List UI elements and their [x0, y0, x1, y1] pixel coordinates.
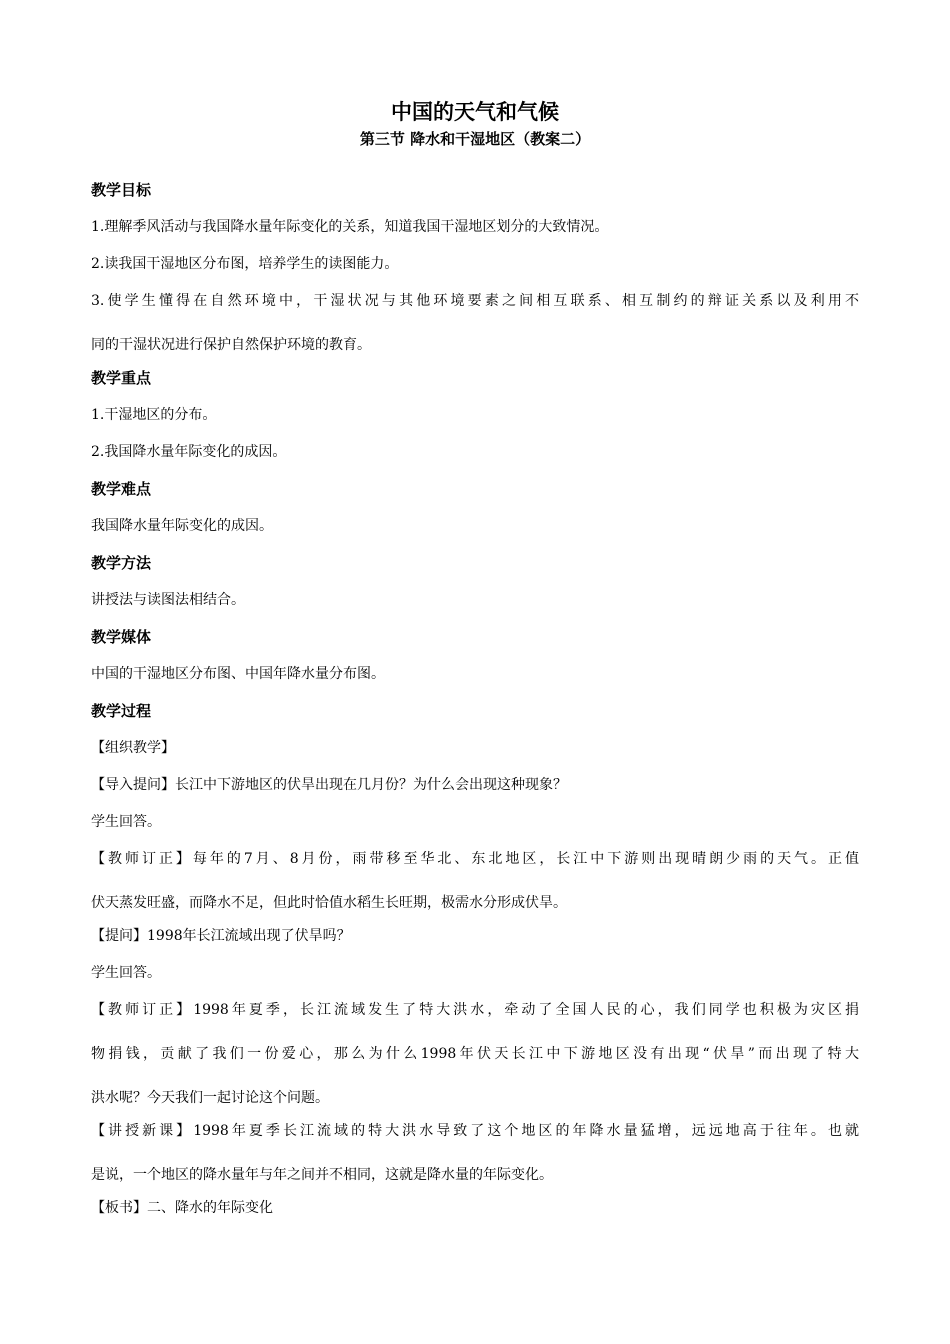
goal-item-3-line-2: 同的干湿状况进行保护自然保护环境的教育。: [91, 337, 371, 353]
process-question: 【提问】1998年长江流域出现了伏旱吗？: [91, 928, 351, 944]
goal-item-2: 2.读我国干湿地区分布图，培养学生的读图能力。: [91, 256, 399, 272]
process-student-answer-2: 学生回答。: [91, 965, 161, 981]
goal-item-3-line-1: 3.使学生懂得在自然环境中，干湿状况与其他环境要素之间相互联系、相互制约的辩证关系以及利用不: [91, 293, 859, 309]
process-board-writing: 【板书】二、降水的年际变化: [91, 1200, 273, 1216]
heading-key-points: 教学重点: [91, 369, 152, 387]
process-student-answer-1: 学生回答。: [91, 814, 161, 830]
method-text: 讲授法与读图法相结合。: [91, 592, 245, 608]
document-title: 中国的天气和气候: [391, 100, 559, 124]
key-item-1: 1.干湿地区的分布。: [91, 407, 217, 423]
process-teacher-correction-1: [91, 847, 859, 915]
process-new-lesson: [91, 1119, 859, 1187]
process-teacher-correction-1-line-2: 伏天蒸发旺盛，而降水不足，但此时恰值水稻生长旺期，极需水分形成伏旱。: [91, 895, 567, 911]
goal-item-3: [91, 289, 859, 357]
process-new-lesson-line-1: 【讲授新课】1998年夏季长江流域的特大洪水导致了这个地区的年降水量猛增，远远地高于往年。也就: [91, 1123, 859, 1139]
key-item-2: 2.我国降水量年际变化的成因。: [91, 444, 287, 460]
process-intro-question: 【导入提问】长江中下游地区的伏旱出现在几月份？为什么会出现这种现象？: [91, 777, 567, 793]
process-teacher-correction-2-line-3: 洪水呢？今天我们一起讨论这个问题。: [91, 1090, 329, 1106]
process-teacher-correction-2: [91, 998, 859, 1110]
goal-item-1: 1.理解季风活动与我国降水量年际变化的关系，知道我国干湿地区划分的大致情况。: [91, 219, 609, 235]
heading-process: 教学过程: [91, 702, 152, 720]
document-body: [91, 178, 859, 1233]
heading-teaching-goals: 教学目标: [91, 181, 152, 199]
heading-media: 教学媒体: [91, 628, 152, 646]
document-subtitle: 第三节 降水和干湿地区（教案二）: [359, 130, 591, 148]
heading-method: 教学方法: [91, 554, 152, 572]
process-teacher-correction-2-line-2: 物捐钱，贡献了我们一份爱心，那么为什么1998年伏天长江中下游地区没有出现“伏旱”而出现了特大: [91, 1046, 859, 1062]
process-teacher-correction-2-line-1: 【教师订正】1998年夏季，长江流域发生了特大洪水，牵动了全国人民的心，我们同学也积极为灾区捐: [91, 1002, 859, 1018]
process-organize: 【组织教学】: [91, 740, 175, 756]
process-new-lesson-line-2: 是说，一个地区的降水量年与年之间并不相同，这就是降水量的年际变化。: [91, 1167, 553, 1183]
media-text: 中国的干湿地区分布图、中国年降水量分布图。: [91, 666, 385, 682]
process-teacher-correction-1-line-1: 【教师订正】每年的7月、8月份，雨带移至华北、东北地区，长江中下游则出现晴朗少雨的天气。正值: [91, 851, 859, 867]
heading-difficulty: 教学难点: [91, 480, 152, 498]
difficulty-text: 我国降水量年际变化的成因。: [91, 518, 273, 534]
